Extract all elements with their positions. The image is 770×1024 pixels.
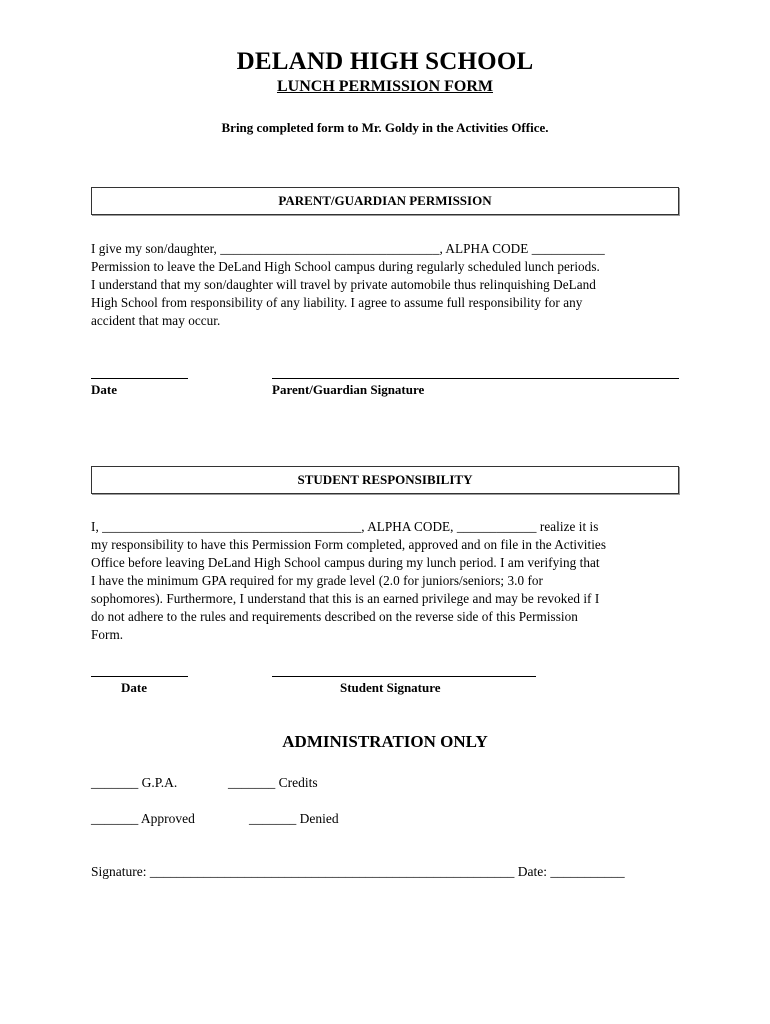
parent-signature-label: Parent/Guardian Signature — [272, 382, 425, 397]
student-date-label: Date — [121, 680, 147, 695]
admin-signature-date-field[interactable]: Signature: ______________________________________________________ Date: ___________ — [91, 864, 625, 879]
parent-date-label: Date — [91, 382, 117, 397]
parent-text-line: Permission to leave the DeLand High School campus during regularly scheduled lunch periods. — [91, 259, 600, 274]
student-signature-line[interactable] — [272, 676, 536, 677]
parent-text-line: I give my son/daughter, _________________________________, ALPHA CODE ___________ — [91, 241, 605, 256]
school-name: DELAND HIGH SCHOOL — [236, 48, 534, 75]
student-signature-label: Student Signature — [340, 680, 441, 695]
student-responsibility-text — [91, 518, 683, 644]
admin-credits-field[interactable]: _______ Credits — [228, 775, 318, 790]
student-text-line: I have the minimum GPA required for my grade level (2.0 for juniors/seniors; 3.0 for — [91, 573, 543, 588]
student-date-line[interactable] — [91, 676, 188, 677]
student-text-line: Office before leaving DeLand High School campus during my lunch period. I am verifying that — [91, 555, 600, 570]
student-text-line: I, _______________________________________, ALPHA CODE, ____________ realize it is — [91, 519, 599, 534]
student-text-line: my responsibility to have this Permission Form completed, approved and on file in the Activities — [91, 537, 607, 552]
admin-approved-field[interactable]: _______ Approved — [91, 811, 195, 826]
parent-section-heading: PARENT/GUARDIAN PERMISSION — [91, 187, 679, 215]
parent-text-line: High School from responsibility of any liability. I agree to assume full responsibility for any — [91, 295, 583, 310]
parent-text-line: accident that may occur. — [91, 313, 221, 328]
form-instruction: Bring completed form to Mr. Goldy in the Activities Office. — [221, 120, 549, 135]
admin-denied-field[interactable]: _______ Denied — [249, 811, 339, 826]
student-text-line: Form. — [91, 627, 124, 642]
admin-gpa-field[interactable]: _______ G.P.A. — [91, 775, 178, 790]
student-text-line: sophomores). Furthermore, I understand that this is an earned privilege and may be revoked if I — [91, 591, 600, 606]
form-title: LUNCH PERMISSION FORM — [276, 78, 493, 95]
student-text-line: do not adhere to the rules and requirements described on the reverse side of this Permission — [91, 609, 578, 624]
parent-date-line[interactable] — [91, 378, 188, 379]
parent-signature-line[interactable] — [272, 378, 679, 379]
parent-permission-text — [91, 240, 683, 330]
parent-text-line: I understand that my son/daughter will travel by private automobile thus relinquishing DeLand — [91, 277, 596, 292]
student-section-heading: STUDENT RESPONSIBILITY — [91, 466, 679, 494]
admin-section-heading: ADMINISTRATION ONLY — [282, 732, 488, 751]
